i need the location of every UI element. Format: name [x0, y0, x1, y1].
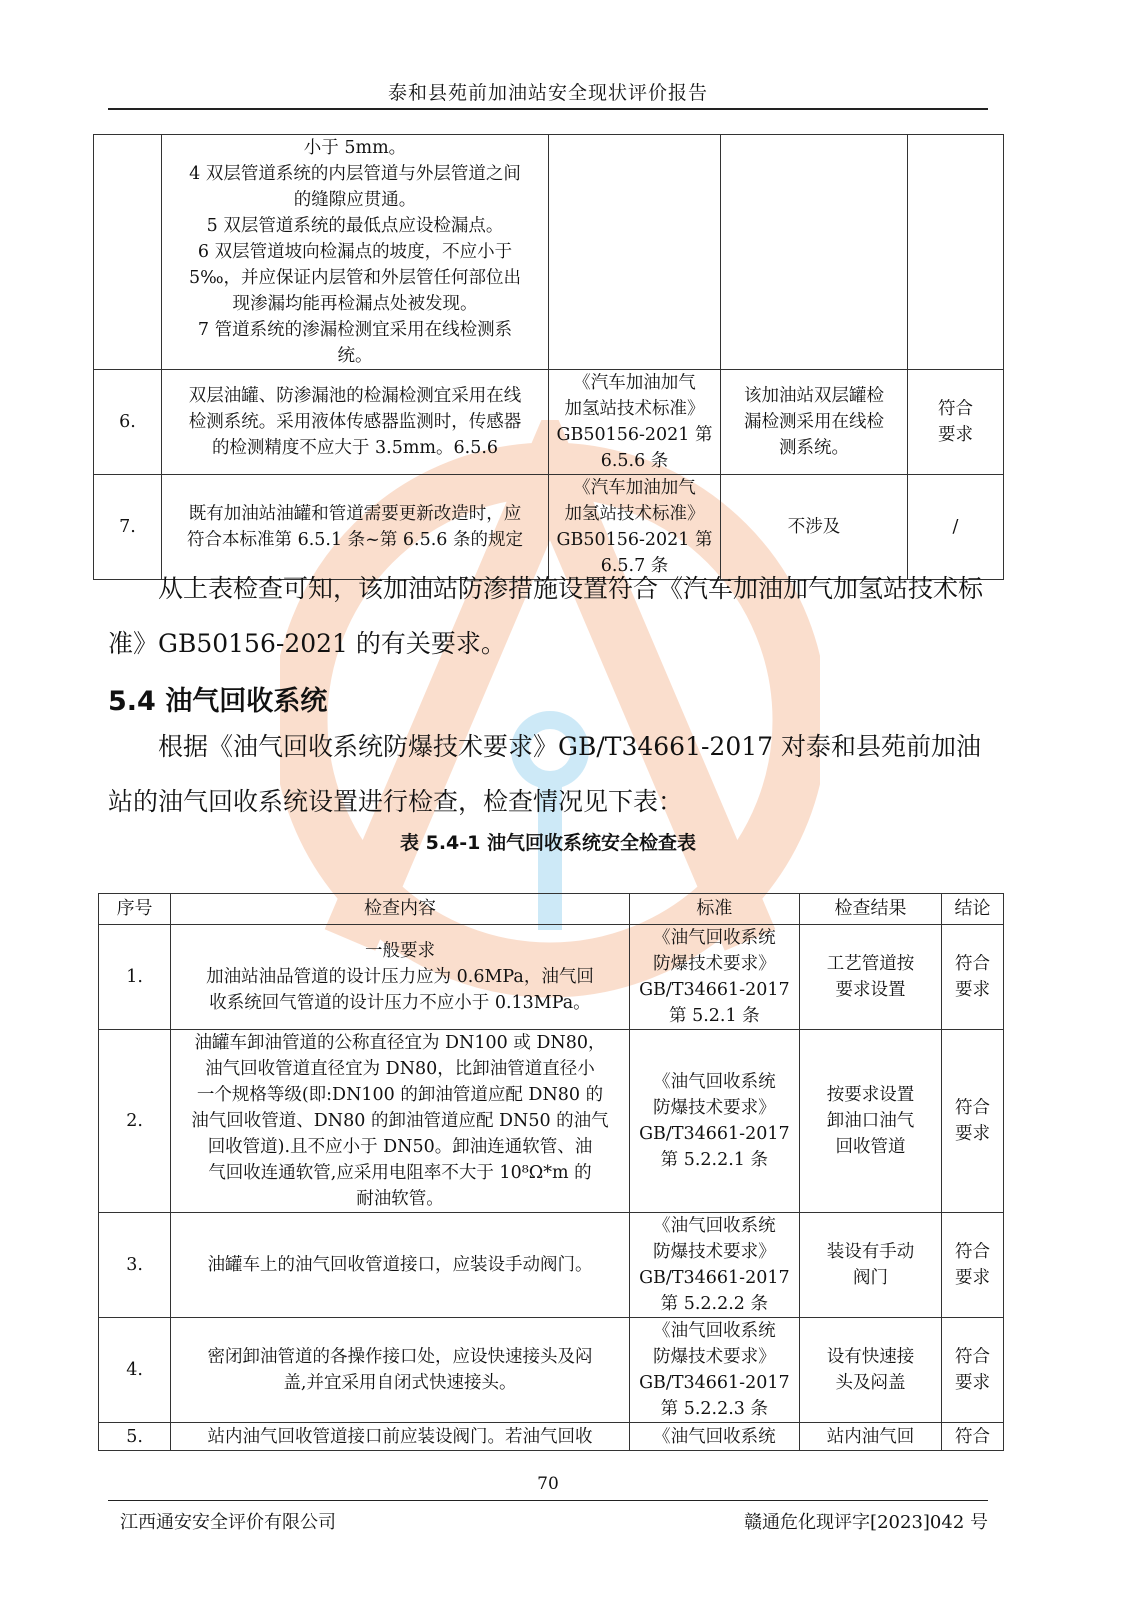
header-divider	[108, 108, 988, 110]
footer-doc-number: 赣通危化现评字[2023]042 号	[744, 1512, 988, 1533]
cell-line: 头及闷盖	[835, 1373, 906, 1393]
cell-line: 油气回收管道、DN80 的卸油管道应配 DN50 的油气	[191, 1111, 609, 1131]
cell-conclusion	[908, 370, 1004, 475]
cell-line: 符合	[938, 399, 973, 419]
cell-line: 耐油软管。	[356, 1189, 444, 1209]
cell-line: 收系统回气管道的设计压力不应小于 0.13MPa。	[209, 993, 591, 1013]
cell-line: 防爆技术要求》	[653, 954, 776, 974]
cell-content	[171, 1318, 630, 1423]
page-number: 70	[537, 1474, 559, 1494]
cell-line: 油罐车卸油管道的公称直径宜为 DN100 或 DN80，	[194, 1033, 606, 1053]
cell-line: 卸油口油气	[826, 1111, 915, 1131]
cell-conclusion	[942, 1030, 1004, 1213]
cell-line: 双层油罐、防渗漏池的检漏检测宜采用在线	[188, 386, 522, 406]
cell-line: 符合本标准第 6.5.1 条~第 6.5.6 条的规定	[187, 530, 523, 550]
cell-conclusion	[942, 1423, 1004, 1451]
cell-line: 符合	[955, 954, 991, 974]
cell-result	[799, 1030, 941, 1213]
cell-conclusion	[942, 925, 1004, 1030]
header-result: 检查结果	[799, 894, 941, 925]
cell-line: 该加油站双层罐检	[744, 386, 884, 406]
cell-result	[799, 1318, 941, 1423]
cell-line: 第 5.2.2.1 条	[660, 1150, 769, 1170]
cell-line: 一般要求	[364, 941, 435, 961]
cell-line: 要求	[955, 1268, 991, 1288]
cell-line: 统。	[337, 346, 373, 366]
cell-line: 防爆技术要求》	[653, 1098, 776, 1118]
cell-line: 6 双层管道坡向检漏点的坡度，不应小于	[197, 242, 513, 262]
cell-line: 《汽车加油加气	[573, 373, 696, 393]
cell-result	[799, 1423, 941, 1451]
cell-line: 阀门	[852, 1268, 888, 1288]
cell-line: GB/T34661-2017	[639, 1268, 790, 1288]
cell-standard	[549, 370, 721, 475]
cell-standard	[629, 925, 799, 1030]
cell-conclusion	[908, 135, 1004, 370]
cell-line: 不涉及	[787, 517, 841, 537]
cell-line: 的缝隙应贯通。	[293, 190, 417, 210]
cell-line: 一个规格等级(即:DN100 的卸油管道应配 DN80 的	[196, 1085, 604, 1105]
table-row	[99, 1318, 1004, 1423]
cell-line: 要求	[955, 1373, 991, 1393]
cell-content	[162, 370, 549, 475]
header-conclusion: 结论	[942, 894, 1004, 925]
cell-no	[94, 135, 162, 370]
cell-line: 符合	[955, 1347, 991, 1367]
cell-line: 装设有手动	[826, 1242, 915, 1262]
cell-line: 4 双层管道系统的内层管道与外层管道之间	[189, 164, 521, 184]
table-row	[94, 135, 1004, 370]
cell-line: 要求	[938, 425, 973, 445]
cell-line: 《油气回收系统	[653, 1072, 776, 1092]
cell-standard	[549, 135, 721, 370]
cell-content	[171, 925, 630, 1030]
table-caption: 表 5.4-1 油气回收系统安全检查表	[400, 832, 696, 854]
cell-line: 气回收连通软管,应采用电阻率不大于 10⁸Ω*m 的	[208, 1163, 592, 1183]
cell-line: 密闭卸油管道的各操作接口处，应设快速接头及闷	[207, 1347, 593, 1367]
cell-line: 符合	[955, 1098, 991, 1118]
page-header-title: 泰和县苑前加油站安全现状评价报告	[387, 82, 708, 104]
cell-line: GB50156-2021 第	[556, 425, 713, 445]
cell-line: 站内油气回收管道接口前应装设阀门。若油气回收	[207, 1426, 593, 1447]
cell-line: 6.5.7 条	[600, 556, 669, 576]
cell-line: 设有快速接	[826, 1347, 915, 1367]
header-standard: 标准	[629, 894, 799, 925]
cell-line: 小于 5mm。	[303, 138, 407, 158]
footer-divider	[108, 1500, 988, 1501]
cell-line: GB/T34661-2017	[639, 1124, 790, 1144]
cell-no: 1.	[99, 925, 171, 1030]
cell-no: 2.	[99, 1030, 171, 1213]
cell-line: 防爆技术要求》	[653, 1242, 776, 1262]
cell-line: 回收管道).且不应小于 DN50。卸油连通软管、油	[207, 1137, 593, 1157]
cell-line: 要求	[955, 1124, 991, 1144]
cell-standard	[629, 1423, 799, 1451]
cell-line: 5‰，并应保证内层管和外层管任何部位出	[188, 268, 522, 288]
cell-line: 防爆技术要求》	[653, 1347, 776, 1367]
table-row	[99, 1213, 1004, 1318]
cell-line: 按要求设置	[826, 1085, 915, 1105]
cell-line: 7 管道系统的渗漏检测宜采用在线检测系	[197, 320, 513, 340]
cell-line: 漏检测采用在线检	[744, 412, 884, 432]
cell-line: GB/T34661-2017	[639, 980, 790, 1000]
cell-line: 油气回收管道直径宜为 DN80，比卸油管道直径小	[205, 1059, 595, 1079]
prevention-check-table	[93, 134, 1004, 580]
cell-line: 回收管道	[835, 1137, 906, 1157]
cell-line: 第 5.2.1 条	[669, 1006, 760, 1026]
cell-result	[721, 370, 908, 475]
cell-line: 要求设置	[835, 980, 906, 1000]
cell-line: 检测系统。采用液体传感器监测时，传感器	[188, 412, 522, 432]
cell-conclusion	[942, 1318, 1004, 1423]
cell-result	[721, 135, 908, 370]
cell-line: 5 双层管道系统的最低点应设检漏点。	[206, 216, 504, 236]
cell-line: GB/T34661-2017	[639, 1373, 790, 1393]
cell-result	[799, 1213, 941, 1318]
header-no: 序号	[99, 894, 171, 925]
cell-no: 4.	[99, 1318, 171, 1423]
intro-paragraph: 根据《油气回收系统防爆技术要求》GB/T34661-2017 对泰和县苑前加油站的油气回收系统设置进行检查，检查情况见下表：	[108, 732, 981, 816]
cell-line: 符合	[955, 1426, 991, 1447]
cell-content	[171, 1030, 630, 1213]
cell-no: 7.	[94, 475, 162, 580]
cell-line: 工艺管道按	[826, 954, 915, 974]
cell-line: GB50156-2021 第	[556, 530, 713, 550]
cell-line: 加氢站技术标准》	[564, 504, 705, 524]
cell-line: 的检测精度不应大于 3.5mm。6.5.6	[211, 438, 499, 458]
section-heading: 5.4 油气回收系统	[108, 686, 328, 717]
cell-line: 测系统。	[779, 438, 849, 458]
cell-standard	[629, 1030, 799, 1213]
cell-line: 《油气回收系统	[653, 1321, 776, 1341]
cell-content	[171, 1423, 630, 1451]
summary-paragraph: 从上表检查可知，该加油站防渗措施设置符合《汽车加油加气加氢站技术标准》GB50156-2021 的有关要求。	[108, 574, 984, 658]
table-row	[99, 1423, 1004, 1451]
cell-line: 要求	[955, 980, 991, 1000]
cell-line: 站内油气回	[826, 1426, 915, 1447]
cell-line: /	[952, 517, 959, 537]
cell-line: 符合	[955, 1242, 991, 1262]
vapor-recovery-check-table	[98, 893, 1004, 1451]
header-content: 检查内容	[171, 894, 630, 925]
footer-company: 江西通安安全评价有限公司	[120, 1512, 336, 1533]
cell-line: 《油气回收系统	[653, 928, 776, 948]
table-row	[99, 925, 1004, 1030]
cell-conclusion	[942, 1213, 1004, 1318]
cell-line: 油罐车上的油气回收管道接口，应装设手动阀门。	[207, 1255, 593, 1275]
cell-line: 《油气回收系统	[653, 1426, 776, 1447]
cell-no: 5.	[99, 1423, 171, 1451]
table-row	[99, 1030, 1004, 1213]
cell-line: 加氢站技术标准》	[564, 399, 705, 419]
cell-line: 第 5.2.2.3 条	[660, 1399, 769, 1419]
cell-line: 《油气回收系统	[653, 1216, 776, 1236]
cell-line: 盖,并宜采用自闭式快速接头。	[283, 1373, 517, 1393]
cell-no: 3.	[99, 1213, 171, 1318]
cell-line: 《汽车加油加气	[573, 478, 696, 498]
cell-no: 6.	[94, 370, 162, 475]
cell-line: 加油站油品管道的设计压力应为 0.6MPa，油气回	[206, 967, 594, 987]
cell-line: 第 5.2.2.2 条	[660, 1294, 769, 1314]
cell-line: 既有加油站油罐和管道需要更新改造时，应	[188, 504, 522, 524]
cell-content	[171, 1213, 630, 1318]
cell-result	[799, 925, 941, 1030]
cell-content	[162, 135, 549, 370]
cell-standard	[629, 1213, 799, 1318]
table-header-row	[99, 894, 1004, 925]
cell-standard	[629, 1318, 799, 1423]
table-row	[94, 370, 1004, 475]
cell-line: 6.5.6 条	[600, 451, 669, 471]
cell-line: 现渗漏均能再检漏点处被发现。	[232, 294, 478, 314]
